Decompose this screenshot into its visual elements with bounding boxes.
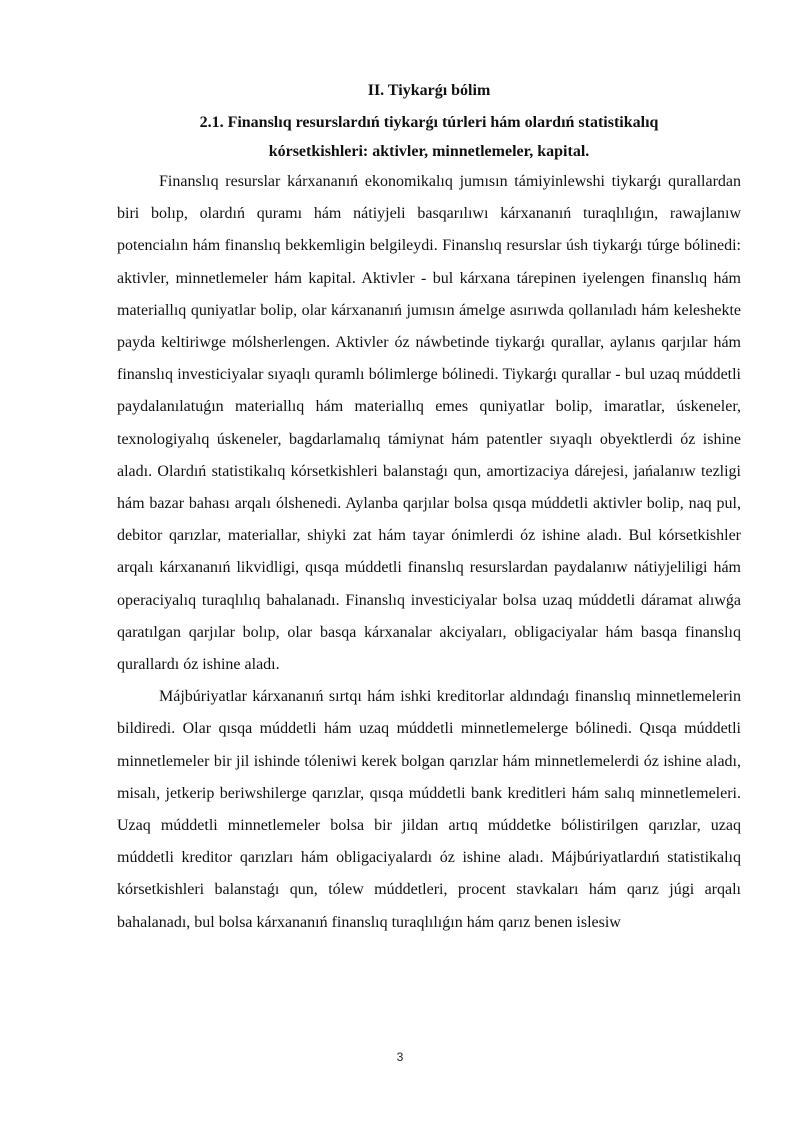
- body-paragraph-2: Májbúriyatlar kárxananıń sırtqı hám ishki kreditorlar aldındaǵı finanslıq minnetlemelerin bildiredi. Olar qısqa múddetli hám uzaq múddetli minnetlemelerge bólinedi. Qısqa múddetli minnetlemeler bir jil ishinde tóleniwi kerek bolgan qarızlar hám minnetlemelerdi óz ishine aladı, misalı, jetkerip beriwshilerge qarızlar, qısqa múddetli bank kreditleri hám salıq minnetlemeleri. Uzaq múddetli minnetlemeler bolsa bir jildan artıq múddetke bólistirilgen qarızlar, uzaq múddetli kreditor qarızları hám obligaciyalardı óz ishine aladı. Májbúriyatlardıń statistikalıq kórsetkishleri balanstaǵı qun, tólew múddetleri, procent stavkaları hám qarız júgi arqalı bahalanadı, bul bolsa kárxananıń finanslıq turaqlılıǵın hám qarız benen islesiw: [117, 688, 741, 931]
- section-title-line1: 2.1. Finanslıq resurslardıń tiykarǵı túrleri hám olardıń statistikalıq: [199, 114, 659, 131]
- section-title-line2: kórsetkishleri: aktivler, minnetlemeler, kapital.: [268, 143, 590, 160]
- body-paragraph-1: Finanslıq resurslar kárxananıń ekonomikalıq jumısın támiyinlewshi tiykarǵı qurallardan biri bolıp, olardıń quramı hám nátiyjeli basqarılıwı kárxananıń turaqlılıǵın, rawajlanıw potencialın hám finanslıq bekkemligin belgileydi. Finanslıq resurslar úsh tiykarǵı túrge bólinedi: aktivler, minnetlemeler hám kapital. Aktivler - bul kárxana tárepinen iyelengen finanslıq hám materiallıq quniyatlar bolip, olar kárxananıń jumısın ámelge asırıwda qollanıladı hám keleshekte payda keltiriwge mólsherlengen. Aktivler óz náwbetinde tiykarǵı qurallar, aylanıs qarjılar hám finanslıq investiciyalar sıyaqlı quramlı bólimlerge bólinedi. Tiykarǵı qurallar - bul uzaq múddetli paydalanılatuǵın materiallıq hám materiallıq emes quniyatlar bolip, imaratlar, úskeneler, texnologiyalıq úskeneler, bagdarlamalıq támiynat hám patentler sıyaqlı obyektlerdi óz ishine aladı. Olardıń statistikalıq kórsetkishleri balanstaǵı qun, amortizaciya dárejesi, jańalanıw tezligi hám bazar bahası arqalı ólshenedi. Aylanba qarjılar bolsa qısqa múddetli aktivler bolip, naq pul, debitor qarızlar, materiallar, shiyki zat hám tayar ónimlerdi óz ishine aladı. Bul kórsetkishler arqalı kárxananıń likvidligi, qısqa múddetli finanslıq resurslardan paydalanıw nátiyjeliligi hám operaciyalıq turaqlılıq bahalanadı. Finanslıq investiciyalar bolsa uzaq múddetli dáramat alıwǵa qaratılgan qarjılar bolıp, olar basqa kárxanalar akciyaları, obligaciyalar hám basqa finanslıq qurallardı óz ishine aladı.: [117, 173, 741, 674]
- document-page: [117, 76, 741, 939]
- part-title: II. Tiykarǵı bólim: [367, 82, 491, 99]
- page-number: 3: [396, 1050, 404, 1064]
